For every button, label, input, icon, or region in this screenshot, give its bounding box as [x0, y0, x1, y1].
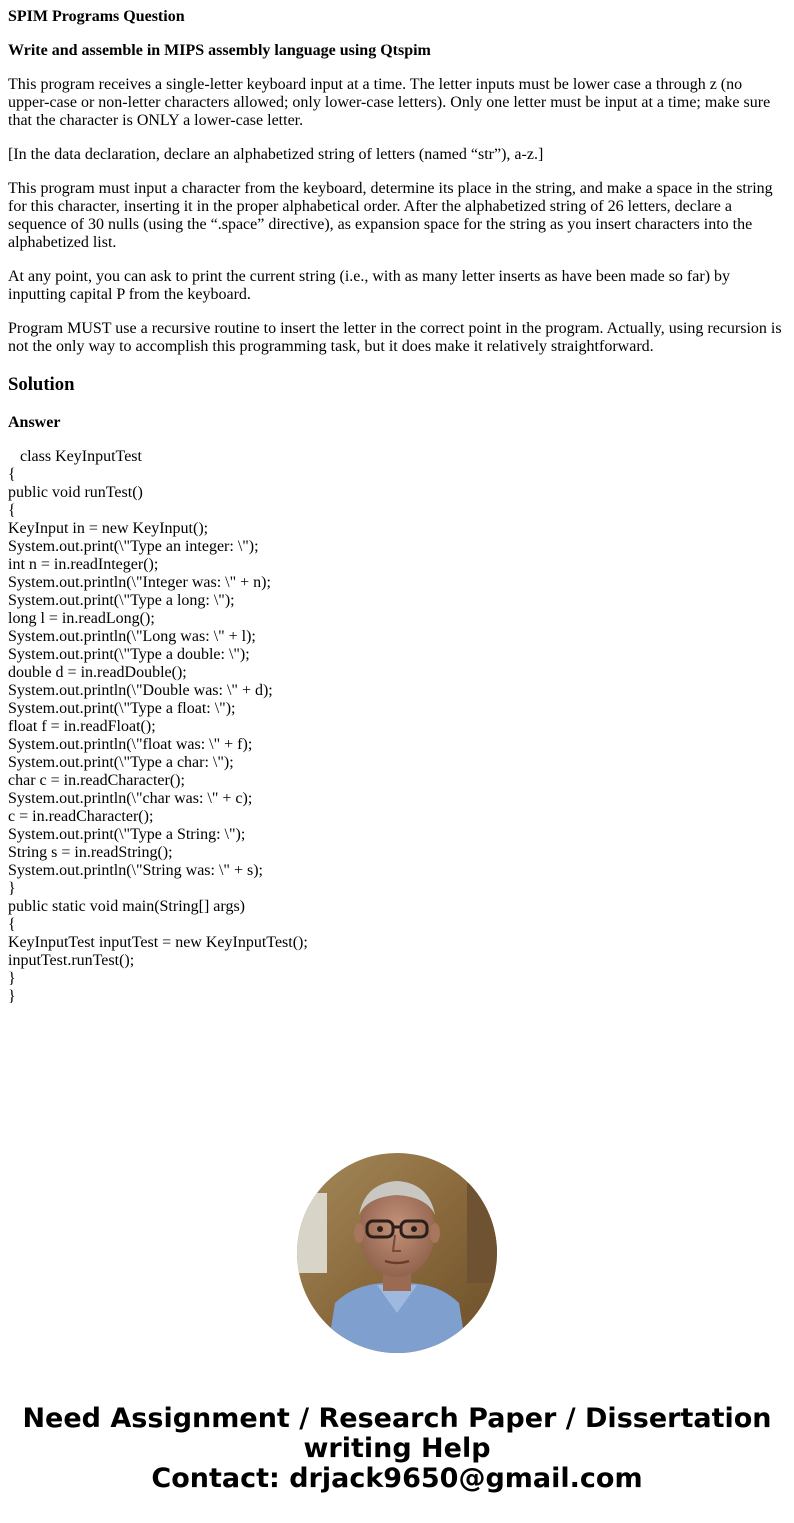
question-paragraph: Program MUST use a recursive routine to insert the letter in the correct point in the program. Actually, using recursion is not the only way to accomplish this programming task, but it does make it relatively straightforward. [8, 320, 782, 355]
code-line: { [8, 502, 16, 519]
question-paragraph: [In the data declaration, declare an alphabetized string of letters (named “str”), a-z.] [8, 146, 544, 163]
code-line: { [8, 916, 16, 933]
code-line: System.out.println(\"char was: \" + c); [8, 790, 253, 807]
code-line: public static void main(String[] args) [8, 898, 245, 915]
question-paragraph: This program must input a character from the keyboard, determine its place in the string, and make a space in the string for this character, inserting it in the proper alphabetical order. After the alphabetized string of 26 letters, declare a sequence of 30 nulls (using the “.space” directive), as expansion space for the string as you insert characters into the alphabetized list. [8, 180, 773, 251]
code-line: c = in.readCharacter(); [8, 808, 154, 825]
code-line: System.out.print(\"Type a double: \"); [8, 646, 250, 663]
code-line: KeyInputTest inputTest = new KeyInputTest(); [8, 934, 308, 951]
promo-contact: Contact: drjack9650@gmail.com [151, 1463, 643, 1494]
code-line: System.out.println(\"Long was: \" + l); [8, 628, 256, 645]
code-line: int n = in.readInteger(); [8, 556, 159, 573]
code-line: double d = in.readDouble(); [8, 664, 187, 681]
code-line: } [8, 880, 16, 897]
code-line: long l = in.readLong(); [8, 610, 155, 627]
code-line: System.out.println(\"Integer was: \" + n); [8, 574, 271, 591]
code-line: public void runTest() [8, 484, 143, 501]
answer-label: Answer [8, 414, 61, 431]
question-subtitle: Write and assemble in MIPS assembly language using Qtspim [8, 42, 431, 59]
code-line: { [8, 466, 16, 483]
code-line: } [8, 970, 16, 987]
promo-line: Need Assignment / Research Paper / Dissertation [22, 1403, 772, 1434]
promo-line: writing Help [303, 1433, 491, 1464]
code-line: char c = in.readCharacter(); [8, 772, 185, 789]
code-line: System.out.println(\"float was: \" + f); [8, 736, 253, 753]
code-line: float f = in.readFloat(); [8, 718, 156, 735]
question-paragraph: At any point, you can ask to print the current string (i.e., with as many letter inserts as have been made so far) by inputting capital P from the keyboard. [8, 268, 731, 303]
code-line: String s = in.readString(); [8, 844, 173, 861]
author-avatar [297, 1153, 497, 1353]
code-line: System.out.print(\"Type a float: \"); [8, 700, 236, 717]
question-title: SPIM Programs Question [8, 8, 185, 25]
code-line: inputTest.runTest(); [8, 952, 135, 969]
answer-code [8, 448, 786, 1006]
promo-banner [0, 1404, 794, 1494]
question-paragraph: This program receives a single-letter keyboard input at a time. The letter inputs must be lower case a through z (no upper-case or non-letter characters allowed; only lower-case letters). Only one letter must be input at a time; make sure that the character is ONLY a lower-case letter. [8, 76, 771, 129]
code-line: System.out.print(\"Type a long: \"); [8, 592, 235, 609]
code-line: System.out.print(\"Type a String: \"); [8, 826, 246, 843]
code-line: System.out.print(\"Type an integer: \"); [8, 538, 259, 555]
author-portrait-image [297, 1153, 497, 1353]
code-line: System.out.print(\"Type a char: \"); [8, 754, 234, 771]
code-line: System.out.println(\"Double was: \" + d); [8, 682, 273, 699]
code-line: System.out.println(\"String was: \" + s); [8, 862, 263, 879]
code-line: KeyInput in = new KeyInput(); [8, 520, 209, 537]
solution-heading: Solution [8, 374, 75, 395]
code-line: } [8, 988, 16, 1005]
code-line: class KeyInputTest [8, 448, 142, 465]
